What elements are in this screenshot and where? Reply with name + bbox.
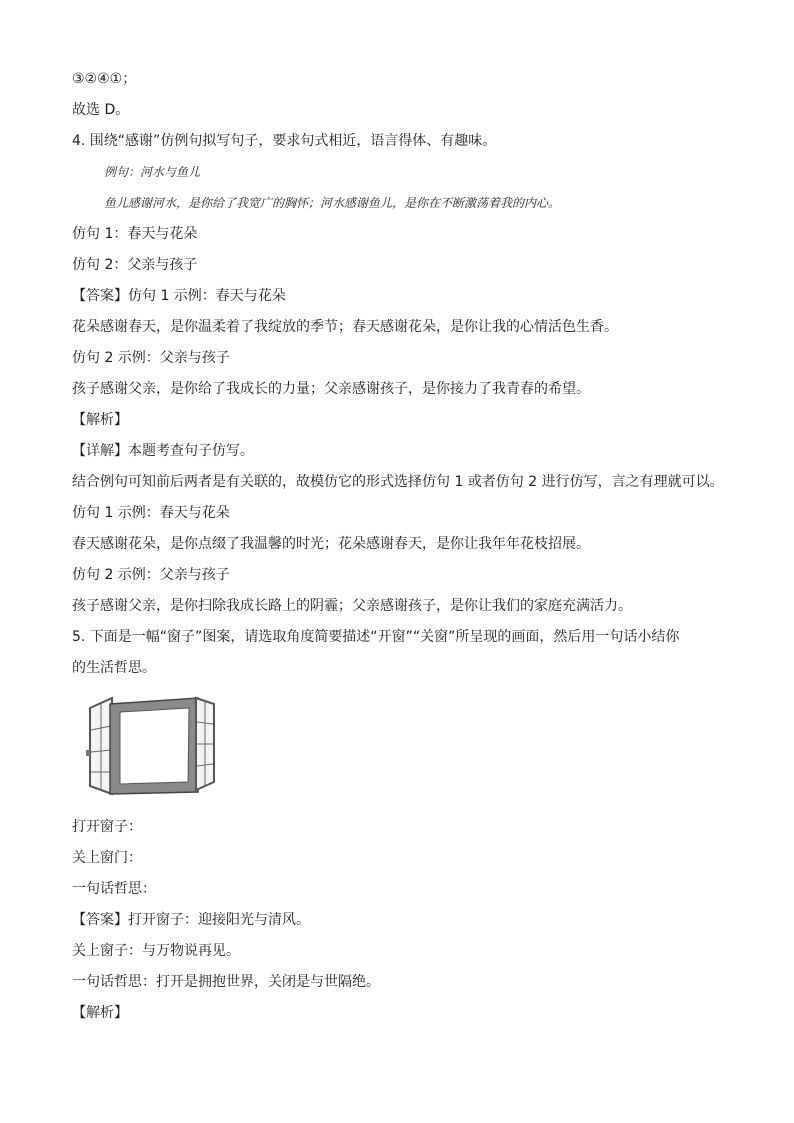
imitation-1-prompt: 仿句 1：春天与花朵 [72, 226, 198, 242]
close-window-prompt: 关上窗门： [72, 850, 142, 866]
answer-close-window: 关上窗子：与万物说再见。 [72, 943, 240, 959]
answer-heading-5: 【答案】打开窗子：迎接阳光与清风。 [72, 912, 310, 928]
detail-example-2-label: 仿句 2 示例：父亲与孩子 [72, 567, 230, 583]
detail-explanation: 结合例句可知前后两者是有关联的，故模仿它的形式选择仿句 1 或者仿句 2 进行仿写，言之有理就可以。 [72, 474, 724, 490]
answer-example-2-label: 仿句 2 示例：父亲与孩子 [72, 350, 230, 366]
answer-heading-4: 【答案】仿句 1 示例：春天与花朵 [72, 288, 286, 304]
window-illustration [86, 690, 218, 800]
imitation-2-prompt: 仿句 2：父亲与孩子 [72, 257, 198, 273]
detail-example-1-label: 仿句 1 示例：春天与花朵 [72, 505, 230, 521]
example-sentence: 鱼儿感谢河水，是你给了我宽广的胸怀；河水感谢鱼儿，是你在不断激荡着我的内心。 [104, 196, 561, 210]
detail-heading-4: 【详解】本题考查句子仿写。 [72, 443, 254, 459]
detail-sentence-2: 孩子感谢父亲，是你扫除我成长路上的阴霾；父亲感谢孩子，是你让我们的家庭充满活力。 [72, 598, 632, 614]
answer-philosophy: 一句话哲思：打开是拥抱世界，关闭是与世隔绝。 [72, 974, 380, 990]
question-5-prompt-cont: 的生活哲思。 [72, 660, 156, 676]
answer-sentence-1: 花朵感谢春天，是你温柔着了我绽放的季节；春天感谢花朵，是你让我的心情活色生香。 [72, 319, 618, 335]
open-window-prompt: 打开窗子： [72, 819, 142, 835]
analysis-heading-4: 【解析】 [72, 412, 128, 428]
answer-order: ③②④①； [72, 71, 137, 87]
question-5-prompt: 5. 下面是一幅“窗子”图案，请选取角度简要描述“开窗”“关窗”所呈现的画面，然后用一句话小结你 [72, 629, 680, 645]
example-label: 例句：河水与鱼儿 [104, 165, 201, 179]
answer-sentence-2: 孩子感谢父亲，是你给了我成长的力量；父亲感谢孩子，是你接力了我青春的希望。 [72, 381, 590, 397]
answer-choice: 故选 D。 [72, 102, 130, 118]
analysis-heading-5: 【解析】 [72, 1005, 128, 1021]
philosophy-prompt: 一句话哲思： [72, 881, 156, 897]
question-4-prompt: 4. 围绕“感谢”仿例句拟写句子，要求句式相近，语言得体、有趣味。 [72, 133, 497, 149]
detail-sentence-1: 春天感谢花朵，是你点缀了我温馨的时光；花朵感谢春天，是你让我年年花枝招展。 [72, 536, 590, 552]
